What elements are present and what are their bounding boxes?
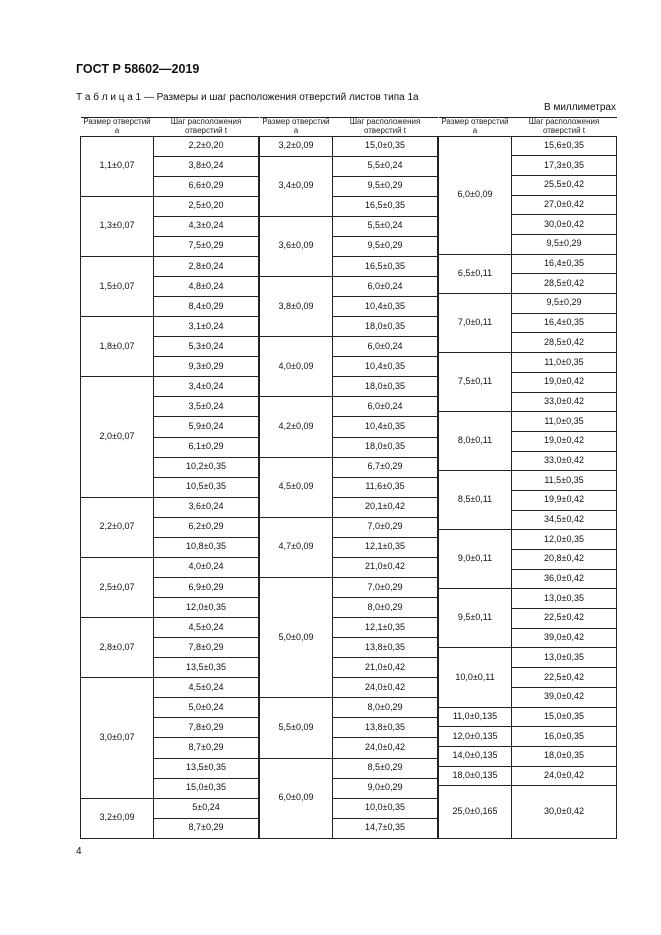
- hole-size-cell: 8,0±0,11: [439, 412, 512, 471]
- hole-step-cell: 3,8±0,24: [154, 156, 259, 176]
- table-row: [81, 377, 259, 397]
- hole-step-cell: 12,0±0,35: [154, 598, 259, 618]
- hole-size-cell: 2,8±0,07: [81, 618, 154, 678]
- hole-step-cell: 5,3±0,24: [154, 337, 259, 357]
- hole-step-cell: 18,0±0,35: [333, 377, 438, 397]
- hole-step-cell: 8,0±0,29: [333, 698, 438, 718]
- hole-size-cell: 5,0±0,09: [260, 577, 333, 697]
- hole-size-cell: 9,5±0,11: [439, 589, 512, 648]
- hole-step-cell: 22,5±0,42: [512, 609, 617, 629]
- hole-step-cell: 15,0±0,35: [333, 136, 438, 156]
- table-row: [81, 497, 259, 517]
- header-hole-size: Размер отверстий a: [439, 118, 512, 137]
- table-group-2: [259, 117, 438, 839]
- hole-step-cell: 6,0±0,24: [333, 277, 438, 297]
- hole-step-cell: 7,0±0,29: [333, 577, 438, 597]
- hole-step-cell: 6,9±0,29: [154, 577, 259, 597]
- hole-step-cell: 18,0±0,35: [512, 746, 617, 766]
- hole-step-cell: 4,5±0,24: [154, 678, 259, 698]
- hole-size-cell: 2,5±0,07: [81, 557, 154, 617]
- hole-step-cell: 6,7±0,29: [333, 457, 438, 477]
- hole-step-cell: 6,0±0,24: [333, 397, 438, 417]
- hole-step-cell: 11,6±0,35: [333, 477, 438, 497]
- hole-size-cell: 3,4±0,09: [260, 156, 333, 216]
- hole-size-cell: 7,5±0,11: [439, 353, 512, 412]
- hole-step-cell: 10,5±0,35: [154, 477, 259, 497]
- hole-step-cell: 8,4±0,29: [154, 297, 259, 317]
- hole-step-cell: 13,8±0,35: [333, 718, 438, 738]
- hole-step-cell: 5,0±0,24: [154, 698, 259, 718]
- header-hole-size: Размер отверстий a: [260, 118, 333, 137]
- hole-size-cell: 1,5±0,07: [81, 256, 154, 316]
- hole-step-cell: 12,1±0,35: [333, 618, 438, 638]
- table-row: [81, 136, 259, 156]
- hole-step-cell: 7,8±0,29: [154, 638, 259, 658]
- hole-step-cell: 5,5±0,24: [333, 156, 438, 176]
- hole-step-cell: 39,0±0,42: [512, 687, 617, 707]
- hole-step-cell: 13,8±0,35: [333, 638, 438, 658]
- table-row: [81, 196, 259, 216]
- table-row: [260, 136, 438, 156]
- hole-size-cell: 1,8±0,07: [81, 317, 154, 377]
- table-group-3: [438, 117, 617, 839]
- hole-step-cell: 24,0±0,42: [333, 678, 438, 698]
- table-row: [439, 353, 617, 373]
- hole-step-cell: 25,5±0,42: [512, 175, 617, 195]
- table-row: [439, 530, 617, 550]
- hole-step-cell: 9,5±0,29: [512, 294, 617, 314]
- hole-size-cell: 11,0±0,135: [439, 707, 512, 727]
- hole-size-cell: 3,2±0,09: [260, 136, 333, 156]
- hole-step-cell: 16,5±0,35: [333, 256, 438, 276]
- header-hole-size: Размер отверстий a: [81, 118, 154, 137]
- hole-size-cell: 4,2±0,09: [260, 397, 333, 457]
- hole-step-cell: 19,0±0,42: [512, 372, 617, 392]
- hole-step-cell: 33,0±0,42: [512, 392, 617, 412]
- dimensions-table: [80, 117, 616, 839]
- hole-size-cell: 18,0±0,135: [439, 766, 512, 786]
- table-row: [439, 294, 617, 314]
- table-row: [81, 557, 259, 577]
- hole-step-cell: 2,5±0,20: [154, 196, 259, 216]
- hole-step-cell: 10,4±0,35: [333, 417, 438, 437]
- hole-size-cell: 6,5±0,11: [439, 254, 512, 293]
- hole-step-cell: 8,7±0,29: [154, 818, 259, 838]
- hole-step-cell: 20,8±0,42: [512, 550, 617, 570]
- table-group-1: [80, 117, 259, 839]
- table-row: [260, 577, 438, 597]
- hole-step-cell: 18,0±0,35: [333, 437, 438, 457]
- table-caption: Т а б л и ц а 1 — Размеры и шаг расположения отверстий листов типа 1а: [76, 92, 419, 103]
- hole-step-cell: 21,0±0,42: [333, 658, 438, 678]
- header-hole-step: Шаг расположения отверстий t: [333, 118, 438, 137]
- hole-step-cell: 7,5±0,29: [154, 236, 259, 256]
- hole-step-cell: 12,0±0,35: [512, 530, 617, 550]
- table-row: [439, 707, 617, 727]
- units-note: В миллиметрах: [544, 102, 616, 113]
- hole-size-cell: 25,0±0,165: [439, 786, 512, 839]
- hole-step-cell: 14,7±0,35: [333, 818, 438, 838]
- table-row: [260, 698, 438, 718]
- hole-step-cell: 12,1±0,35: [333, 537, 438, 557]
- table-row: [81, 618, 259, 638]
- hole-step-cell: 19,9±0,42: [512, 490, 617, 510]
- table-row: [439, 412, 617, 432]
- table-row: [439, 254, 617, 274]
- hole-step-cell: 22,5±0,42: [512, 668, 617, 688]
- table-row: [439, 766, 617, 786]
- hole-size-cell: 14,0±0,135: [439, 746, 512, 766]
- hole-step-cell: 9,0±0,29: [333, 778, 438, 798]
- hole-step-cell: 8,0±0,29: [333, 598, 438, 618]
- table-row: [260, 397, 438, 417]
- hole-step-cell: 20,1±0,42: [333, 497, 438, 517]
- hole-step-cell: 24,0±0,42: [512, 766, 617, 786]
- hole-size-cell: 10,0±0,11: [439, 648, 512, 707]
- table-row: [81, 317, 259, 337]
- page-number: 4: [76, 846, 82, 857]
- hole-step-cell: 3,1±0,24: [154, 317, 259, 337]
- hole-step-cell: 6,2±0,29: [154, 517, 259, 537]
- hole-step-cell: 5±0,24: [154, 798, 259, 818]
- hole-step-cell: 16,4±0,35: [512, 254, 617, 274]
- hole-step-cell: 16,0±0,35: [512, 727, 617, 747]
- hole-step-cell: 5,5±0,24: [333, 216, 438, 236]
- hole-step-cell: 13,0±0,35: [512, 589, 617, 609]
- hole-step-cell: 28,5±0,42: [512, 333, 617, 353]
- hole-size-cell: 12,0±0,135: [439, 727, 512, 747]
- hole-step-cell: 33,0±0,42: [512, 451, 617, 471]
- hole-size-cell: 6,0±0,09: [260, 758, 333, 838]
- hole-step-cell: 39,0±0,42: [512, 628, 617, 648]
- table-row: [439, 136, 617, 156]
- hole-size-cell: 3,2±0,09: [81, 798, 154, 838]
- table-row: [439, 727, 617, 747]
- hole-size-cell: 4,5±0,09: [260, 457, 333, 517]
- hole-step-cell: 10,4±0,35: [333, 297, 438, 317]
- table-row: [260, 277, 438, 297]
- hole-step-cell: 21,0±0,42: [333, 557, 438, 577]
- hole-step-cell: 4,8±0,24: [154, 277, 259, 297]
- hole-step-cell: 15,0±0,35: [154, 778, 259, 798]
- hole-size-cell: 8,5±0,11: [439, 471, 512, 530]
- table-row: [81, 256, 259, 276]
- hole-step-cell: 8,5±0,29: [333, 758, 438, 778]
- hole-step-cell: 9,5±0,29: [512, 235, 617, 255]
- hole-size-cell: 4,0±0,09: [260, 337, 333, 397]
- hole-size-cell: 3,6±0,09: [260, 216, 333, 276]
- hole-step-cell: 4,3±0,24: [154, 216, 259, 236]
- table-row: [260, 337, 438, 357]
- hole-step-cell: 9,5±0,29: [333, 236, 438, 256]
- table-row: [260, 216, 438, 236]
- hole-step-cell: 5,9±0,24: [154, 417, 259, 437]
- hole-step-cell: 13,5±0,35: [154, 658, 259, 678]
- document-standard-code: ГОСТ Р 58602—2019: [76, 62, 200, 76]
- hole-step-cell: 13,0±0,35: [512, 648, 617, 668]
- hole-step-cell: 3,5±0,24: [154, 397, 259, 417]
- header-hole-step: Шаг расположения отверстий t: [154, 118, 259, 137]
- hole-step-cell: 11,0±0,35: [512, 353, 617, 373]
- hole-step-cell: 9,5±0,29: [333, 176, 438, 196]
- hole-size-cell: 1,3±0,07: [81, 196, 154, 256]
- hole-step-cell: 10,2±0,35: [154, 457, 259, 477]
- hole-step-cell: 34,5±0,42: [512, 510, 617, 530]
- hole-step-cell: 24,0±0,42: [333, 738, 438, 758]
- hole-size-cell: 9,0±0,11: [439, 530, 512, 589]
- hole-size-cell: 1,1±0,07: [81, 136, 154, 196]
- hole-step-cell: 4,5±0,24: [154, 618, 259, 638]
- hole-size-cell: 2,2±0,07: [81, 497, 154, 557]
- table-row: [260, 156, 438, 176]
- table-row: [260, 457, 438, 477]
- hole-step-cell: 28,5±0,42: [512, 274, 617, 294]
- table-row: [81, 798, 259, 818]
- table-row: [439, 746, 617, 766]
- hole-size-cell: 6,0±0,09: [439, 136, 512, 254]
- hole-step-cell: 15,0±0,35: [512, 707, 617, 727]
- hole-step-cell: 11,0±0,35: [512, 412, 617, 432]
- hole-step-cell: 13,5±0,35: [154, 758, 259, 778]
- hole-step-cell: 11,5±0,35: [512, 471, 617, 491]
- hole-step-cell: 30,0±0,42: [512, 215, 617, 235]
- hole-step-cell: 4,0±0,24: [154, 557, 259, 577]
- hole-step-cell: 2,8±0,24: [154, 256, 259, 276]
- hole-step-cell: 10,8±0,35: [154, 537, 259, 557]
- hole-step-cell: 15,6±0,35: [512, 136, 617, 156]
- table-row: [260, 758, 438, 778]
- hole-step-cell: 6,1±0,29: [154, 437, 259, 457]
- hole-step-cell: 16,5±0,35: [333, 196, 438, 216]
- hole-step-cell: 18,0±0,35: [333, 317, 438, 337]
- table-row: [439, 648, 617, 668]
- hole-step-cell: 36,0±0,42: [512, 569, 617, 589]
- hole-step-cell: 19,0±0,42: [512, 431, 617, 451]
- hole-step-cell: 17,3±0,35: [512, 156, 617, 176]
- hole-step-cell: 3,4±0,24: [154, 377, 259, 397]
- hole-step-cell: 3,6±0,24: [154, 497, 259, 517]
- table-row: [439, 471, 617, 491]
- hole-step-cell: 7,8±0,29: [154, 718, 259, 738]
- hole-step-cell: 16,4±0,35: [512, 313, 617, 333]
- header-hole-step: Шаг расположения отверстий t: [512, 118, 617, 137]
- hole-size-cell: 5,5±0,09: [260, 698, 333, 758]
- hole-size-cell: 4,7±0,09: [260, 517, 333, 577]
- hole-step-cell: 10,4±0,35: [333, 357, 438, 377]
- table-row: [260, 517, 438, 537]
- hole-step-cell: 6,6±0,29: [154, 176, 259, 196]
- hole-step-cell: 10,0±0,35: [333, 798, 438, 818]
- hole-size-cell: 2,0±0,07: [81, 377, 154, 497]
- hole-size-cell: 3,8±0,09: [260, 277, 333, 337]
- hole-step-cell: 30,0±0,42: [512, 786, 617, 839]
- hole-step-cell: 6,0±0,24: [333, 337, 438, 357]
- hole-step-cell: 7,0±0,29: [333, 517, 438, 537]
- hole-step-cell: 27,0±0,42: [512, 195, 617, 215]
- table-row: [81, 678, 259, 698]
- hole-size-cell: 3,0±0,07: [81, 678, 154, 798]
- hole-step-cell: 2,2±0,20: [154, 136, 259, 156]
- table-row: [439, 589, 617, 609]
- hole-size-cell: 7,0±0,11: [439, 294, 512, 353]
- hole-step-cell: 9,3±0,29: [154, 357, 259, 377]
- hole-step-cell: 8,7±0,29: [154, 738, 259, 758]
